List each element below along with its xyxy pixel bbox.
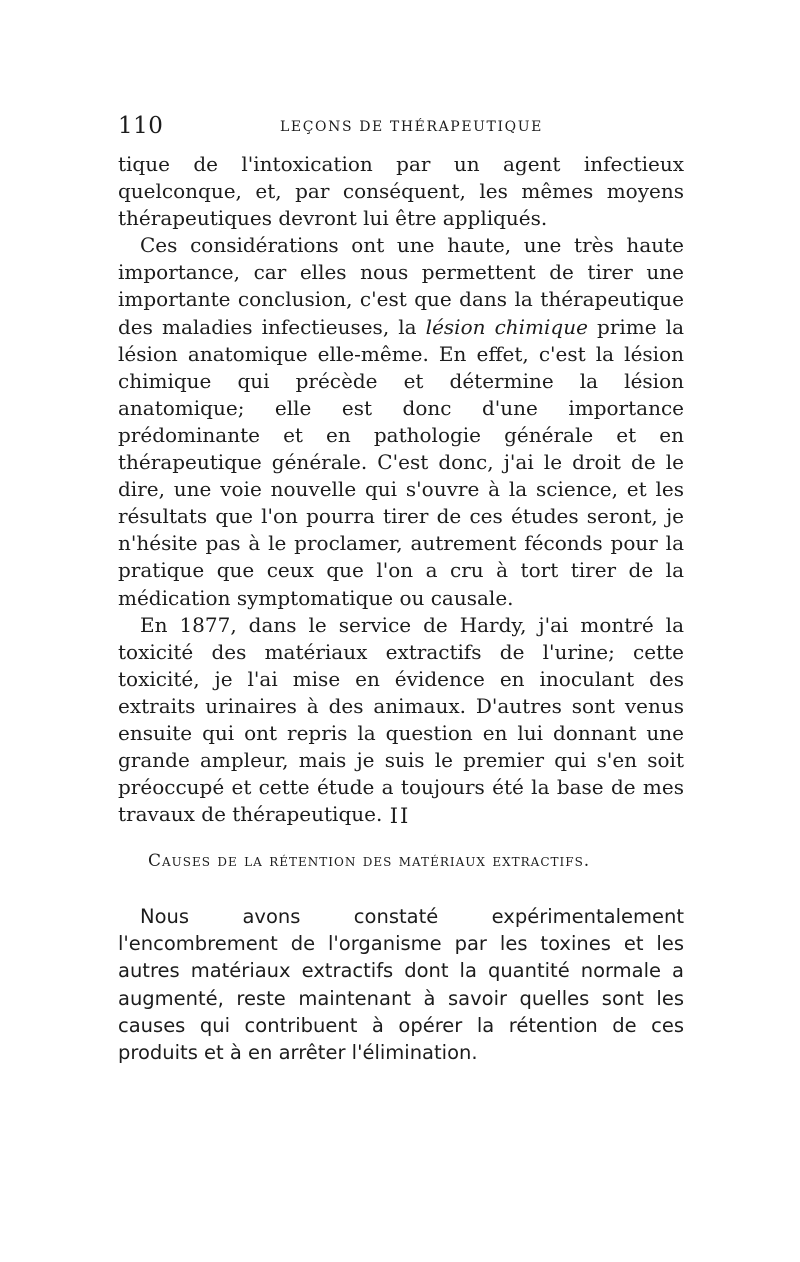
paragraph-section-intro: Nous avons constaté expérimentalement l'encombrement de l'organisme par les toxines et les autres matériaux extractifs dont la quantité normale a augmenté, reste maintenant à savoir quelles sont les causes qui contribuent à opérer la rétention de ces produits et à en arrêter l'élimination. <box>118 905 684 1065</box>
paragraph-text-after: prime la lésion anatomique elle-même. En effet, c'est la lésion chimique qui précède et détermine la lésion anatomique; elle est donc d'une importance prédominante et en pathologie générale et en thérapeutique générale. C'est donc, j'ai le droit de le dire, une voie nouvelle qui s'ouvre à la science, et les résultats que l'on pourra tirer de ces études seront, je n'hésite pas à le proclamer, autrement féconds pour la pratique que ceux que l'on a cru à tort tirer de la médication symptomatique ou causale. <box>118 314 684 610</box>
section-title: Causes de la rétention des matériaux extractifs. <box>148 851 591 871</box>
running-head <box>118 113 684 143</box>
paragraph-continuation: tique de l'intoxication par un agent infectieux quelconque, et, par conséquent, les mêmes moyens thérapeutiques devront lui être appliqués. <box>118 152 684 231</box>
page-number: 110 <box>118 113 164 139</box>
paragraph-considerations <box>118 232 684 611</box>
emphasis-lesion-chimique: lésion chimique <box>425 314 588 339</box>
paragraph-1877: En 1877, dans le service de Hardy, j'ai montré la toxicité des matériaux extractifs de l'urine; cette toxicité, je l'ai mise en évidence en inoculant des extraits urinaires à des animaux. D'autres sont venus ensuite qui ont repris la question en lui donnant une grande ampleur, mais je suis le premier qui s'en soit préoccupé et cette étude a toujours été la base de mes travaux de thérapeutique. <box>118 612 684 827</box>
section-body-text <box>118 903 684 1066</box>
paragraph-text-before: Ces considérations ont une haute, une très haute importance, car elles nous permettent de tirer une importante conclusion, c'est que dans la thérapeutique des maladies infectieuses, la <box>118 233 684 339</box>
running-title: LEÇONS DE THÉRAPEUTIQUE <box>280 119 543 135</box>
body-text <box>118 151 684 828</box>
section-number: II <box>389 804 411 828</box>
